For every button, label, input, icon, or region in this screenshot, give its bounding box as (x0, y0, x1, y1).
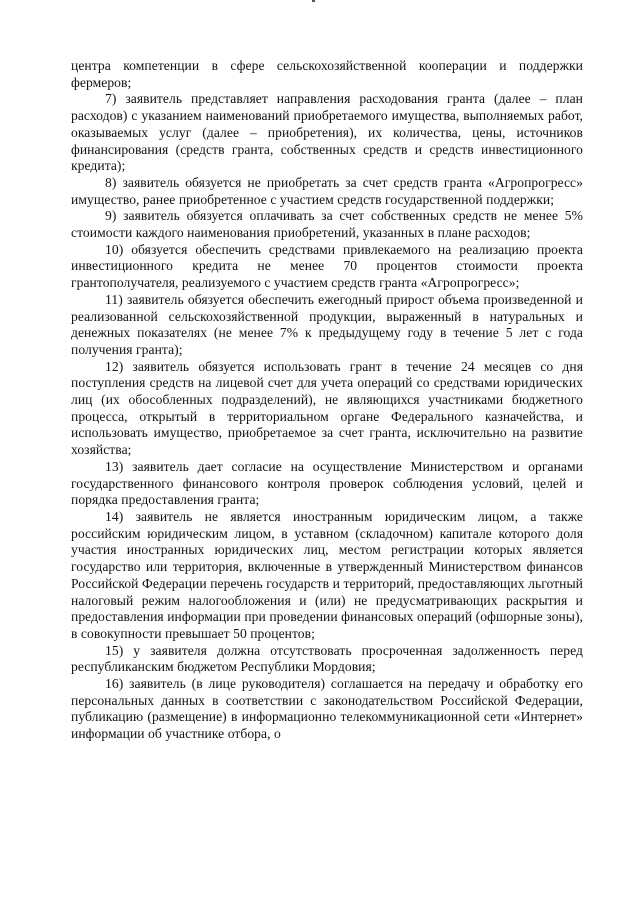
paragraph-item-8: 8) заявитель обязуется не приобретать за счет средств гранта «Агропрогресс» имущество, ранее приобретенное с участием средств государственной поддержки; (71, 174, 583, 207)
paragraph-continuation: центра компетенции в сфере сельскохозяйственной кооперации и поддержки фермеров; (71, 58, 583, 90)
paragraph-item-14: 14) заявитель не является иностранным юридическим лицом, а также российским юридическим лицом, в уставном (складочном) капитале которого доля участия иностранных юридических лиц, местом регистрации которых является государство или территория, включенные в утвержденный Министерством финансов Российской Федерации перечень государств и территорий, предоставляющих льготный налоговый режим налогообложения и (или) не предусматривающих раскрытия и предоставления информации при проведении финансовых операций (офшорные зоны), в совокупности превышает 50 процентов; (71, 508, 583, 641)
document-body (71, 58, 583, 743)
paragraph-item-12: 12) заявитель обязуется использовать грант в течение 24 месяцев со дня поступления средств на лицевой счет для учета операций со средствами юридических лиц (их обособленных подразделений), не являющихся участниками бюджетного процесса, открытый в территориальном органе Федерального казначейства, и использовать имущество, приобретаемое за счет гранта, исключительно на развитие хозяйства; (71, 358, 583, 458)
paragraph-item-10: 10) обязуется обеспечить средствами привлекаемого на реализацию проекта инвестиционного кредита не менее 70 процентов стоимости проекта грантополучателя, реализуемого с участием средств гранта «Агропрогресс»; (71, 241, 583, 291)
paragraph-item-13: 13) заявитель дает согласие на осуществление Министерством и органами государственного финансового контроля проверок соблюдения условий, целей и порядка предоставления гранта; (71, 458, 583, 508)
page-edge-mark (312, 0, 315, 2)
paragraph-item-7: 7) заявитель представляет направления расходования гранта (далее – план расходов) с указанием наименований приобретаемого имущества, выполняемых работ, оказываемых услуг (далее – приобретения), их количества, цены, источников финансирования (средств гранта, собственных средств и средств инвестиционного кредита); (71, 91, 583, 174)
paragraph-item-9: 9) заявитель обязуется оплачивать за счет собственных средств не менее 5% стоимости каждого наименования приобретений, указанных в плане расходов; (71, 208, 583, 241)
paragraph-item-16: 16) заявитель (в лице руководителя) соглашается на передачу и обработку его персональных данных в соответствии с законодательством Российской Федерации, публикацию (размещение) в информационно телекоммуникационной сети «Интернет» информации об участнике отбора, о (71, 676, 583, 742)
paragraph-item-11: 11) заявитель обязуется обеспечить ежегодный прирост объема произведенной и реализованной сельскохозяйственной продукции, выраженный в натуральных и денежных показателях (не менее 7% к предыдущему году в течение 5 лет с года получения гранта); (71, 291, 583, 357)
paragraph-item-15: 15) у заявителя должна отсутствовать просроченная задолженность перед республиканским бюджетом Республики Мордовия; (71, 642, 583, 675)
